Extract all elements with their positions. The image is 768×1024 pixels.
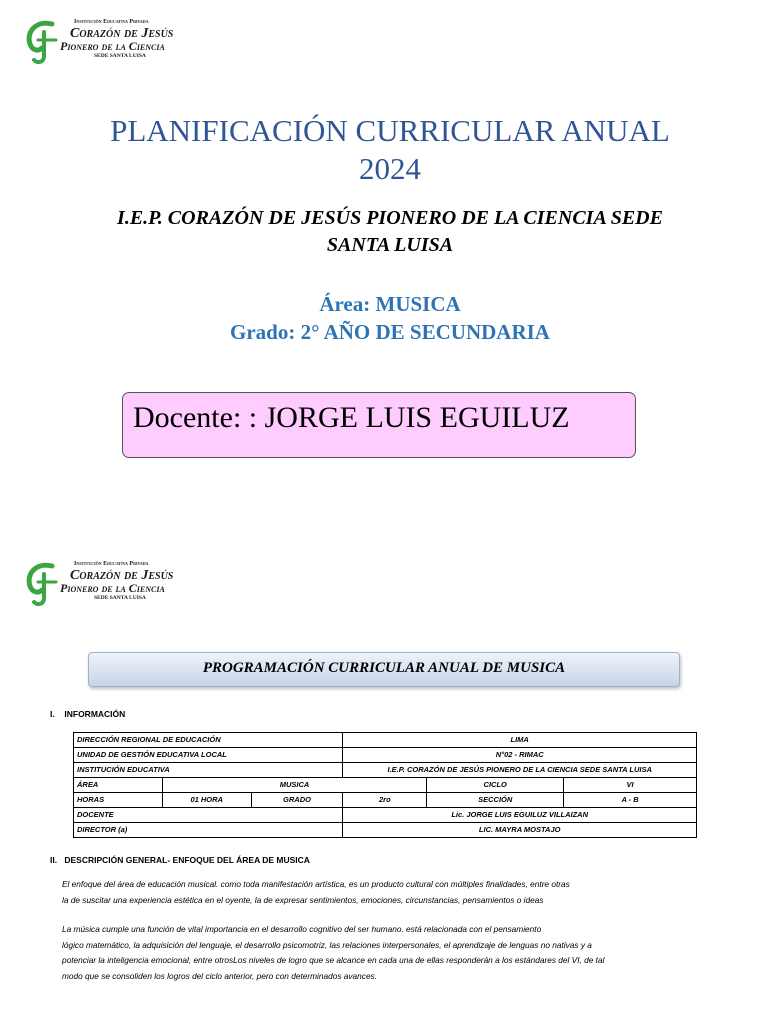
section-2-title: DESCRIPCIÓN GENERAL- ENFOQUE DEL ÁREA DE MUSICA xyxy=(64,855,310,865)
table-cell: 01 HORA xyxy=(162,793,251,808)
table-cell: LIC. MAYRA MOSTAJO xyxy=(343,823,697,838)
school-emblem-icon xyxy=(22,560,62,608)
table-cell: SECCIÓN xyxy=(427,793,564,808)
table-row xyxy=(74,733,697,748)
logo-line-3: Pionero de la Ciencia xyxy=(60,581,165,595)
section-1-number: I. xyxy=(50,709,55,719)
section-1-heading xyxy=(50,709,125,719)
table-cell: Lic. JORGE LUIS EGUILUZ VILLAIZAN xyxy=(343,808,697,823)
title-line-2: 2024 xyxy=(359,151,421,186)
table-cell: LIMA xyxy=(343,733,697,748)
table-row xyxy=(74,778,697,793)
paragraph-line: El enfoque del área de educación musical. como toda manifestación artística, es un producto cultural con múltiples finalidades, entre otras xyxy=(62,879,570,889)
teacher-name: Docente: : JORGE LUIS EGUILUZ xyxy=(133,401,570,434)
school-line-1: I.E.P. CORAZÓN DE JESÚS PIONERO DE LA CIENCIA SEDE xyxy=(117,207,663,229)
section-2-heading xyxy=(50,855,310,865)
logo-line-4: SEDE SANTA LUISA xyxy=(94,53,146,59)
logo-line-2: Corazón de Jesús xyxy=(70,26,174,41)
table-cell: CICLO xyxy=(427,778,564,793)
table-cell: N°02 - RIMAC xyxy=(343,748,697,763)
program-header: PROGRAMACIÓN CURRICULAR ANUAL DE MUSICA xyxy=(88,652,680,687)
school-line-2: SANTA LUISA xyxy=(326,234,454,256)
table-cell: MUSICA xyxy=(162,778,426,793)
paragraph-line: modo que se consoliden los logros del ciclo anterior, pero con determinados avances. xyxy=(62,970,378,981)
table-cell: ÁREA xyxy=(74,778,163,793)
paragraph-line: la de suscitar una experiencia estética en el oyente, la de expresar sentimientos, emociones, circunstancias, pensamientos o ideas xyxy=(62,894,544,905)
school-emblem-icon xyxy=(22,18,62,66)
page-title xyxy=(40,112,740,188)
table-row xyxy=(74,748,697,763)
section-1-title: INFORMACIÓN xyxy=(64,709,126,719)
school-logo xyxy=(22,18,192,68)
table-row xyxy=(74,823,697,838)
table-cell: UNIDAD DE GESTIÓN EDUCATIVA LOCAL xyxy=(74,748,343,763)
logo-line-2: Corazón de Jesús xyxy=(70,568,174,583)
school-name xyxy=(60,205,720,259)
table-cell: A - B xyxy=(564,793,697,808)
logo-line-1: Institución Educativa Privada xyxy=(74,19,149,25)
table-cell: 2ro xyxy=(343,793,427,808)
table-cell: I.E.P. CORAZÓN DE JESÚS PIONERO DE LA CIENCIA SEDE SANTA LUISA xyxy=(343,763,697,778)
table-row xyxy=(74,808,697,823)
paragraph-line: La música cumple una función de vital importancia en el desarrollo cognitivo del ser humano. está relacionada con el pensamiento xyxy=(62,924,542,934)
table-cell: DIRECCIÓN REGIONAL DE EDUCACIÓN xyxy=(74,733,343,748)
section-2-number: II. xyxy=(50,855,58,865)
teacher-box xyxy=(122,392,636,458)
table-cell: DIRECTOR (a) xyxy=(74,823,343,838)
logo-line-1: Institución Educativa Privada xyxy=(74,561,149,567)
table-cell: VI xyxy=(564,778,697,793)
grade-heading: Grado: 2° AÑO DE SECUNDARIA xyxy=(230,320,550,344)
paragraph-2 xyxy=(62,922,722,984)
logo-line-3: Pionero de la Ciencia xyxy=(60,39,165,53)
table-row xyxy=(74,763,697,778)
info-table xyxy=(73,732,697,838)
school-logo-second xyxy=(22,560,192,610)
table-cell: INSTITUCIÓN EDUCATIVA xyxy=(74,763,343,778)
paragraph-line: potenciar la inteligencia emocional, entre otrosLos niveles de logro que se alcance en cada una de ellas responderán a los estándares del VI, de tal xyxy=(62,955,605,965)
title-line-1: PLANIFICACIÓN CURRICULAR ANUAL xyxy=(110,113,670,148)
logo-line-4: SEDE SANTA LUISA xyxy=(94,595,146,601)
paragraph-1 xyxy=(62,877,722,908)
table-cell: HORAS xyxy=(74,793,163,808)
paragraph-line: lógico matemático, la adquisición del lenguaje, el desarrollo psicomotriz, las relaciones interpersonales, el aprendizaje de lenguas no nativas y a xyxy=(62,939,592,950)
table-cell: DOCENTE xyxy=(74,808,343,823)
table-row xyxy=(74,793,697,808)
table-cell: GRADO xyxy=(251,793,343,808)
area-heading: Área: MUSICA xyxy=(319,292,461,316)
